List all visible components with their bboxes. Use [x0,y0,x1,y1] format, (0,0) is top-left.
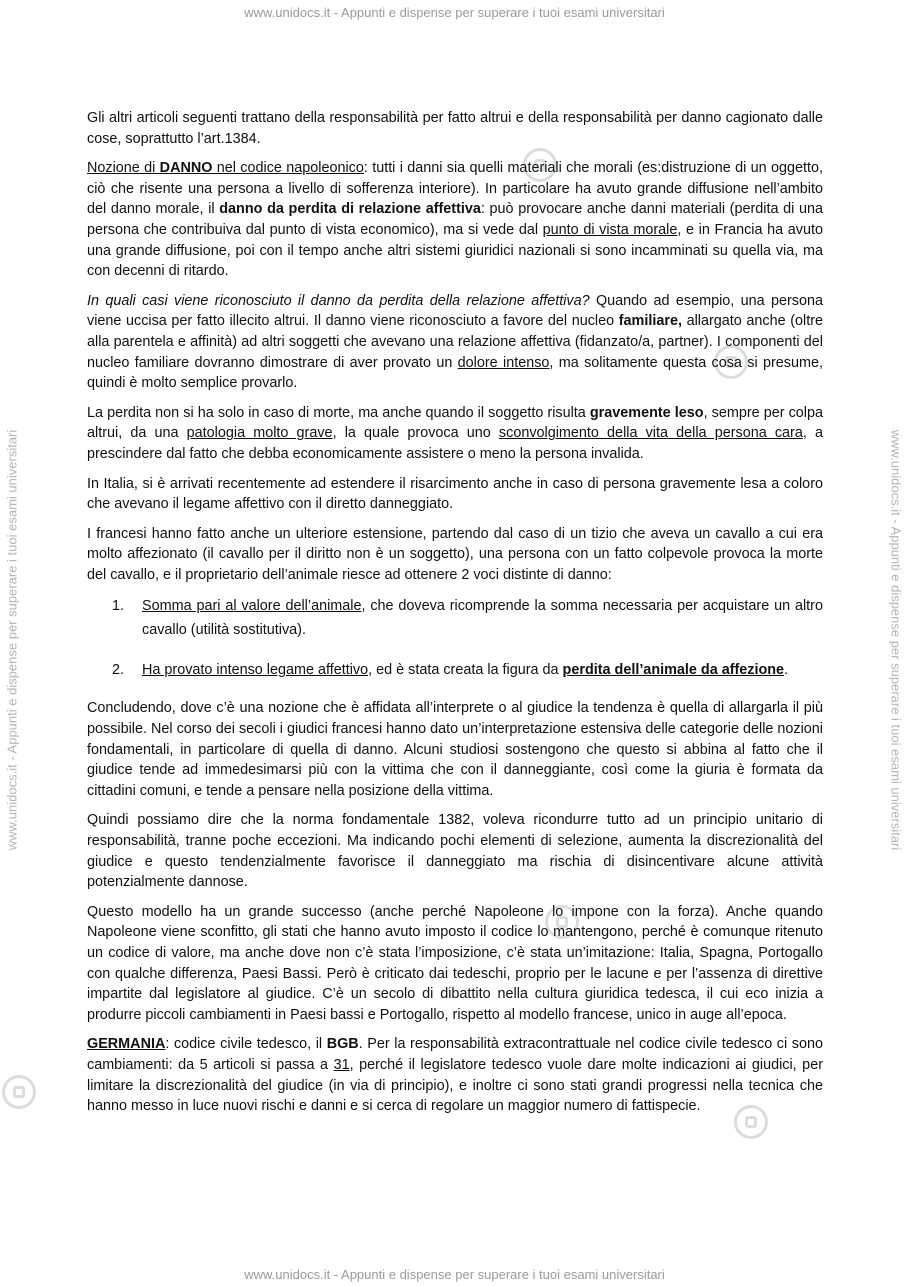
heading-nozione-danno: Nozione di DANNO nel codice napoleonico [87,160,364,177]
italic-question: In quali casi viene riconosciuto il danno da perdita della relazione affettiva? [87,292,590,309]
underlined-term: punto di vista morale [542,221,678,238]
underlined-term: 31 [333,1056,350,1073]
paragraph-germania: GERMANIA: codice civile tedesco, il BGB. Per la responsabilità extracontrattuale nel codice civile tedesco ci sono cambiamenti: da 5 articoli si passa a 31, perché il legislatore tedesco vuole dare molte indicazioni ai giudici, per limitare la discrezionalità del giudice (in via di principio), e inoltre ci sono stati grandi progressi nella tecnica che hanno messo in luce nuovi rischi e danni e si cerca di regolare un maggior numero di fattispecie. [87,1036,823,1115]
underlined-term: patologia molto grave [186,425,333,442]
watermark-header: www.unidocs.it - Appunti e dispense per superare i tuoi esami universitari [244,5,665,20]
watermark-side-right: www.unidocs.it - Appunti e dispense per superare i tuoi esami universitari [888,429,904,851]
paragraph: Quindi possiamo dire che la norma fondamentale 1382, voleva ricondurre tutto ad un principio unitario di responsabilità, tranne poche eccezioni. Ma indicando pochi elementi di selezione, aumenta la discrezionalità del giudice e questo tendenzialmente favorisce il danneggiato ma rischia di disincentivare alcune attività potenzialmente dannose. [87,812,823,891]
underlined-term: sconvolgimento della vita della persona cara [498,425,803,442]
paragraph: Gli altri articoli seguenti trattano della responsabilità per fatto altrui e della responsabilità per danno cagionato dalle cose, soprattutto l’art.1384. [87,110,823,147]
list-item: 1. Somma pari al valore dell’animale, che doveva ricomprende la somma necessaria per acquistare un altro cavallo (utilità sostitutiva). [112,598,823,639]
bold-term: danno da perdita di relazione affettiva [219,201,481,218]
paragraph: In Italia, si è arrivati recentemente ad estendere il risarcimento anche in caso di persona gravemente lesa a coloro che avevano il legame affettivo con il diretto danneggiato. [87,475,823,513]
document-body [87,108,823,1126]
unidocs-logo-icon [2,1075,36,1109]
paragraph-relazione-affettiva: In quali casi viene riconosciuto il danno da perdita della relazione affettiva? Quando ad esempio, una persona viene uccisa per fatto illecito altrui. Il danno viene riconosciuto a favore del nucleo familiare, allargato anche (oltre alla parentela e affinità) ad altri soggetti che avevano una relazione affettiva (fidanzato/a, partner). I componenti del nucleo familiare dovranno dimostrare di aver provato un dolore intenso, ma solitamente questa cosa si presume, quindi è molto semplice provarlo. [87,292,823,392]
underlined-term: dolore intenso [457,354,550,371]
watermark-footer: www.unidocs.it - Appunti e dispense per superare i tuoi esami universitari [244,1267,665,1282]
paragraph: Concludendo, dove c’è una nozione che è affidata all’interprete o al giudice la tendenza è quella di allargarla il più possibile. Nel corso dei secoli i giudici francesi hanno dato un’interpretazione estensiva delle categorie delle nozioni fondamentali, in particolare di quella di danno. Alcuni studiosi sostengono che questo si abbina al fatto che il giudice tende ad immedesimarsi più con la vittima che con il danneggiante, così come la giuria è formata da cittadini comuni, e tende a pensare nella posizione della vittima. [87,700,823,799]
paragraph: I francesi hanno fatto anche un ulteriore estensione, partendo dal caso di un tizio che aveva un cavallo a cui era molto affezionato (il cavallo per il diritto non è un soggetto), una persona con un fatto colpevole provoca la morte del cavallo, e il proprietario dell’animale riesce ad ottenere 2 voci distinte di danno: [87,525,823,583]
bold-term: familiare, [618,313,682,330]
numbered-list [87,594,823,682]
list-item: 2. Ha provato intenso legame affettivo, ed è stata creata la figura da perdita dell’animale da affezione. [112,662,789,679]
paragraph: Questo modello ha un grande successo (anche perché Napoleone lo impone con la forza). Anche quando Napoleone viene sconfitto, gli stati che hanno avuto imposto il codice lo mantengono, perché è comunque ritenuto un codice di valore, ma anche dove non c’è stata l’imposizione, c’è stata un’imitazione: Italia, Spagna, Portogallo con qualche differenza, Paesi Bassi. Però è criticato dai tedeschi, proprio per le lacune e per l’assenza di direttive impartite dal legislatore al giudice. C’è un secolo di dibattito nella cultura giuridica tedesca, il cui eco inizia a produrre piccoli cambiamenti in Paesi bassi e Portogallo, rispetto al modello francese, unico in auge all’epoca. [87,903,823,1023]
bold-term: BGB [326,1036,359,1053]
watermark-side-left: www.unidocs.it - Appunti e dispense per superare i tuoi esami universitari [4,429,20,851]
bold-term: gravemente leso [589,404,704,421]
paragraph-gravemente-leso: La perdita non si ha solo in caso di morte, ma anche quando il soggetto risulta gravemente leso, sempre per colpa altrui, da una patologia molto grave, la quale provoca uno sconvolgimento della vita della persona cara, a prescindere dal fatto che debba economicamente assistere o meno la persona invalida. [87,404,824,462]
heading-germania: GERMANIA [87,1036,166,1053]
paragraph-danno-napoleonico: Nozione di DANNO nel codice napoleonico: tutti i danni sia quelli materiali che morali (es:distruzione di un oggetto, ciò che risente una persona a livello di sofferenza interiore). In particolare ha avuto grande diffusione nell’ambito del danno morale, il danno da perdita di relazione affettiva: può provocare anche danni materiali (perdita di una persona che contribuiva dal punto di vista economico), ma si vede dal punto di vista morale, e in Francia ha avuto una grande diffusione, poi con il tempo anche altri sistemi giuridici nazionali si sono incamminati su quella via, ma con decenni di ritardo. [87,160,824,280]
